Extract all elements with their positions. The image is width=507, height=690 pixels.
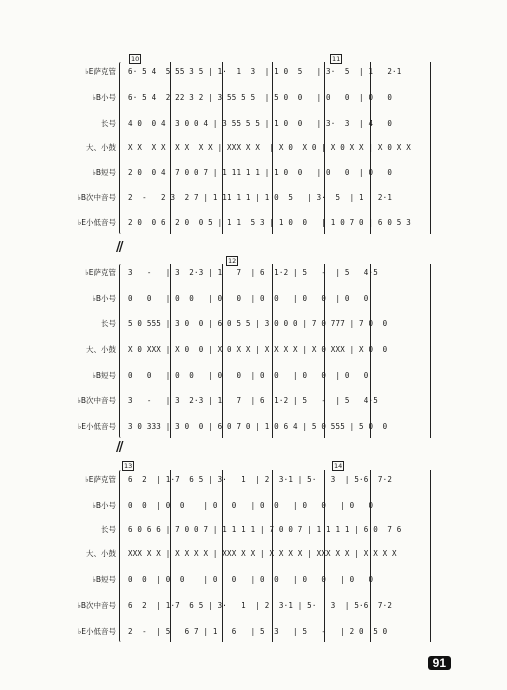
instrument-label: ♭B短号 (92, 168, 116, 177)
notation-row: 0 0 | 0 0 | 0 0 | 0 0 | 0 0 | 0 0 (128, 371, 369, 380)
notation-row: 2 - | 5 6 7 | 1 6 | 5 3 | 5 - | 2 0 5 0 (128, 627, 388, 636)
instrument-label: ♭B次中音号 (77, 193, 116, 202)
instrument-label: ♭B短号 (92, 371, 116, 380)
notation-row: 6· 5 4 5 55 3 5 | 1· 1 3 | 1 0 5 | 3· 5 | 1 2·1 (128, 67, 402, 76)
instrument-label: ♭E萨克管 (85, 67, 116, 76)
notation-row: X X X X X X X X | XXX X X | X 0 X 0 | X 0 X X | X 0 X X (128, 143, 411, 152)
notation-row: 4 0 0 4 3 0 0 4 | 3 55 5 5 | 1 0 0 | 3· 3 | 4 0 (128, 119, 393, 128)
page-number: 91 (428, 656, 451, 670)
rehearsal-mark: 12 (228, 257, 237, 265)
instrument-label: 长号 (101, 119, 116, 128)
instrument-label: 长号 (101, 319, 116, 328)
barline (430, 62, 431, 234)
notation-row: 5 0 555 | 3 0 0 | 6 0 5 5 | 3 0 0 0 | 7 0 777 | 7 0 0 (128, 319, 388, 328)
notation-row: 2 - 2 3 2 7 | 1 11 1 1 | 1 0 5 | 3· 5 | 1 2·1 (128, 193, 393, 202)
notation-row: 2 0 0 6 2 0 0 5 | 1 1 5 3 | 1 0 0 | 1 0 7 0 | 6 0 5 3 (128, 218, 411, 227)
instrument-label: 长号 (101, 525, 116, 534)
instrument-label: ♭B小号 (92, 501, 116, 510)
instrument-label: ♭E小低音号 (77, 218, 116, 227)
instrument-label: ♭E小低音号 (77, 422, 116, 431)
instrument-label: 大、小鼓 (86, 549, 116, 558)
notation-row: 6 2 | 1·7 6 5 | 3· 1 | 2 3·1 | 5· 3 | 5·6 7·2 (128, 601, 393, 610)
instrument-label: ♭E萨克管 (85, 268, 116, 277)
system-break-mark: // (116, 440, 122, 455)
system-brace (119, 62, 126, 234)
instrument-label: ♭E小低音号 (77, 627, 116, 636)
instrument-label: ♭E萨克管 (85, 475, 116, 484)
notation-row: 6 2 | 1·7 6 5 | 3· 1 | 2 3·1 | 5· 3 | 5·6 7·2 (128, 475, 393, 484)
notation-row: 3 0 333 | 3 0 0 | 6 0 7 0 | 1 0 6 4 | 5 0 555 | 5 0 0 (128, 422, 388, 431)
notation-row: 6· 5 4 2 22 3 2 | 3 55 5 5 | 5 0 0 | 0 0 | 0 0 (128, 93, 393, 102)
notation-row: 6 0 6 6 | 7 0 0 7 | 1 1 1 1 | 7 0 0 7 | 1 1 1 1 | 6 0 7 6 (128, 525, 402, 534)
notation-row: 2 0 0 4 7 0 0 7 | 1 11 1 1 | 1 0 0 | 0 0 | 0 0 (128, 168, 393, 177)
instrument-label: 大、小鼓 (86, 143, 116, 152)
notation-row: XXX X X | X X X X | XXX X X | X X X X | XXX X X | X X X X (128, 549, 397, 558)
instrument-label: ♭B小号 (92, 93, 116, 102)
notation-row: 3 - | 3 2·3 | 1 7 | 6 1·2 | 5 - | 5 4·5 (128, 268, 378, 277)
barline (430, 470, 431, 642)
instrument-label: ♭B次中音号 (77, 601, 116, 610)
notation-row: 0 0 | 0 0 | 0 0 | 0 0 | 0 0 | 0 0 (128, 501, 374, 510)
notation-row: X 0 XXX | X 0 0 | X 0 X X | X X X X | X 0 XXX | X 0 0 (128, 345, 388, 354)
system-break-mark: // (116, 240, 122, 255)
instrument-label: ♭B短号 (92, 575, 116, 584)
notation-row: 0 0 | 0 0 | 0 0 | 0 0 | 0 0 | 0 0 (128, 294, 369, 303)
barline (430, 264, 431, 438)
rehearsal-mark: 13 (124, 462, 133, 470)
notation-row: 0 0 | 0 0 | 0 0 | 0 0 | 0 0 | 0 0 (128, 575, 374, 584)
instrument-label: 大、小鼓 (86, 345, 116, 354)
rehearsal-mark: 11 (332, 55, 341, 63)
rehearsal-mark: 10 (131, 55, 140, 63)
system-brace (119, 264, 126, 438)
instrument-label: ♭B次中音号 (77, 396, 116, 405)
instrument-label: ♭B小号 (92, 294, 116, 303)
system-brace (119, 470, 126, 642)
rehearsal-mark: 14 (334, 462, 343, 470)
notation-row: 3 - | 3 2·3 | 1 7 | 6 1·2 | 5 - | 5 4·5 (128, 396, 378, 405)
